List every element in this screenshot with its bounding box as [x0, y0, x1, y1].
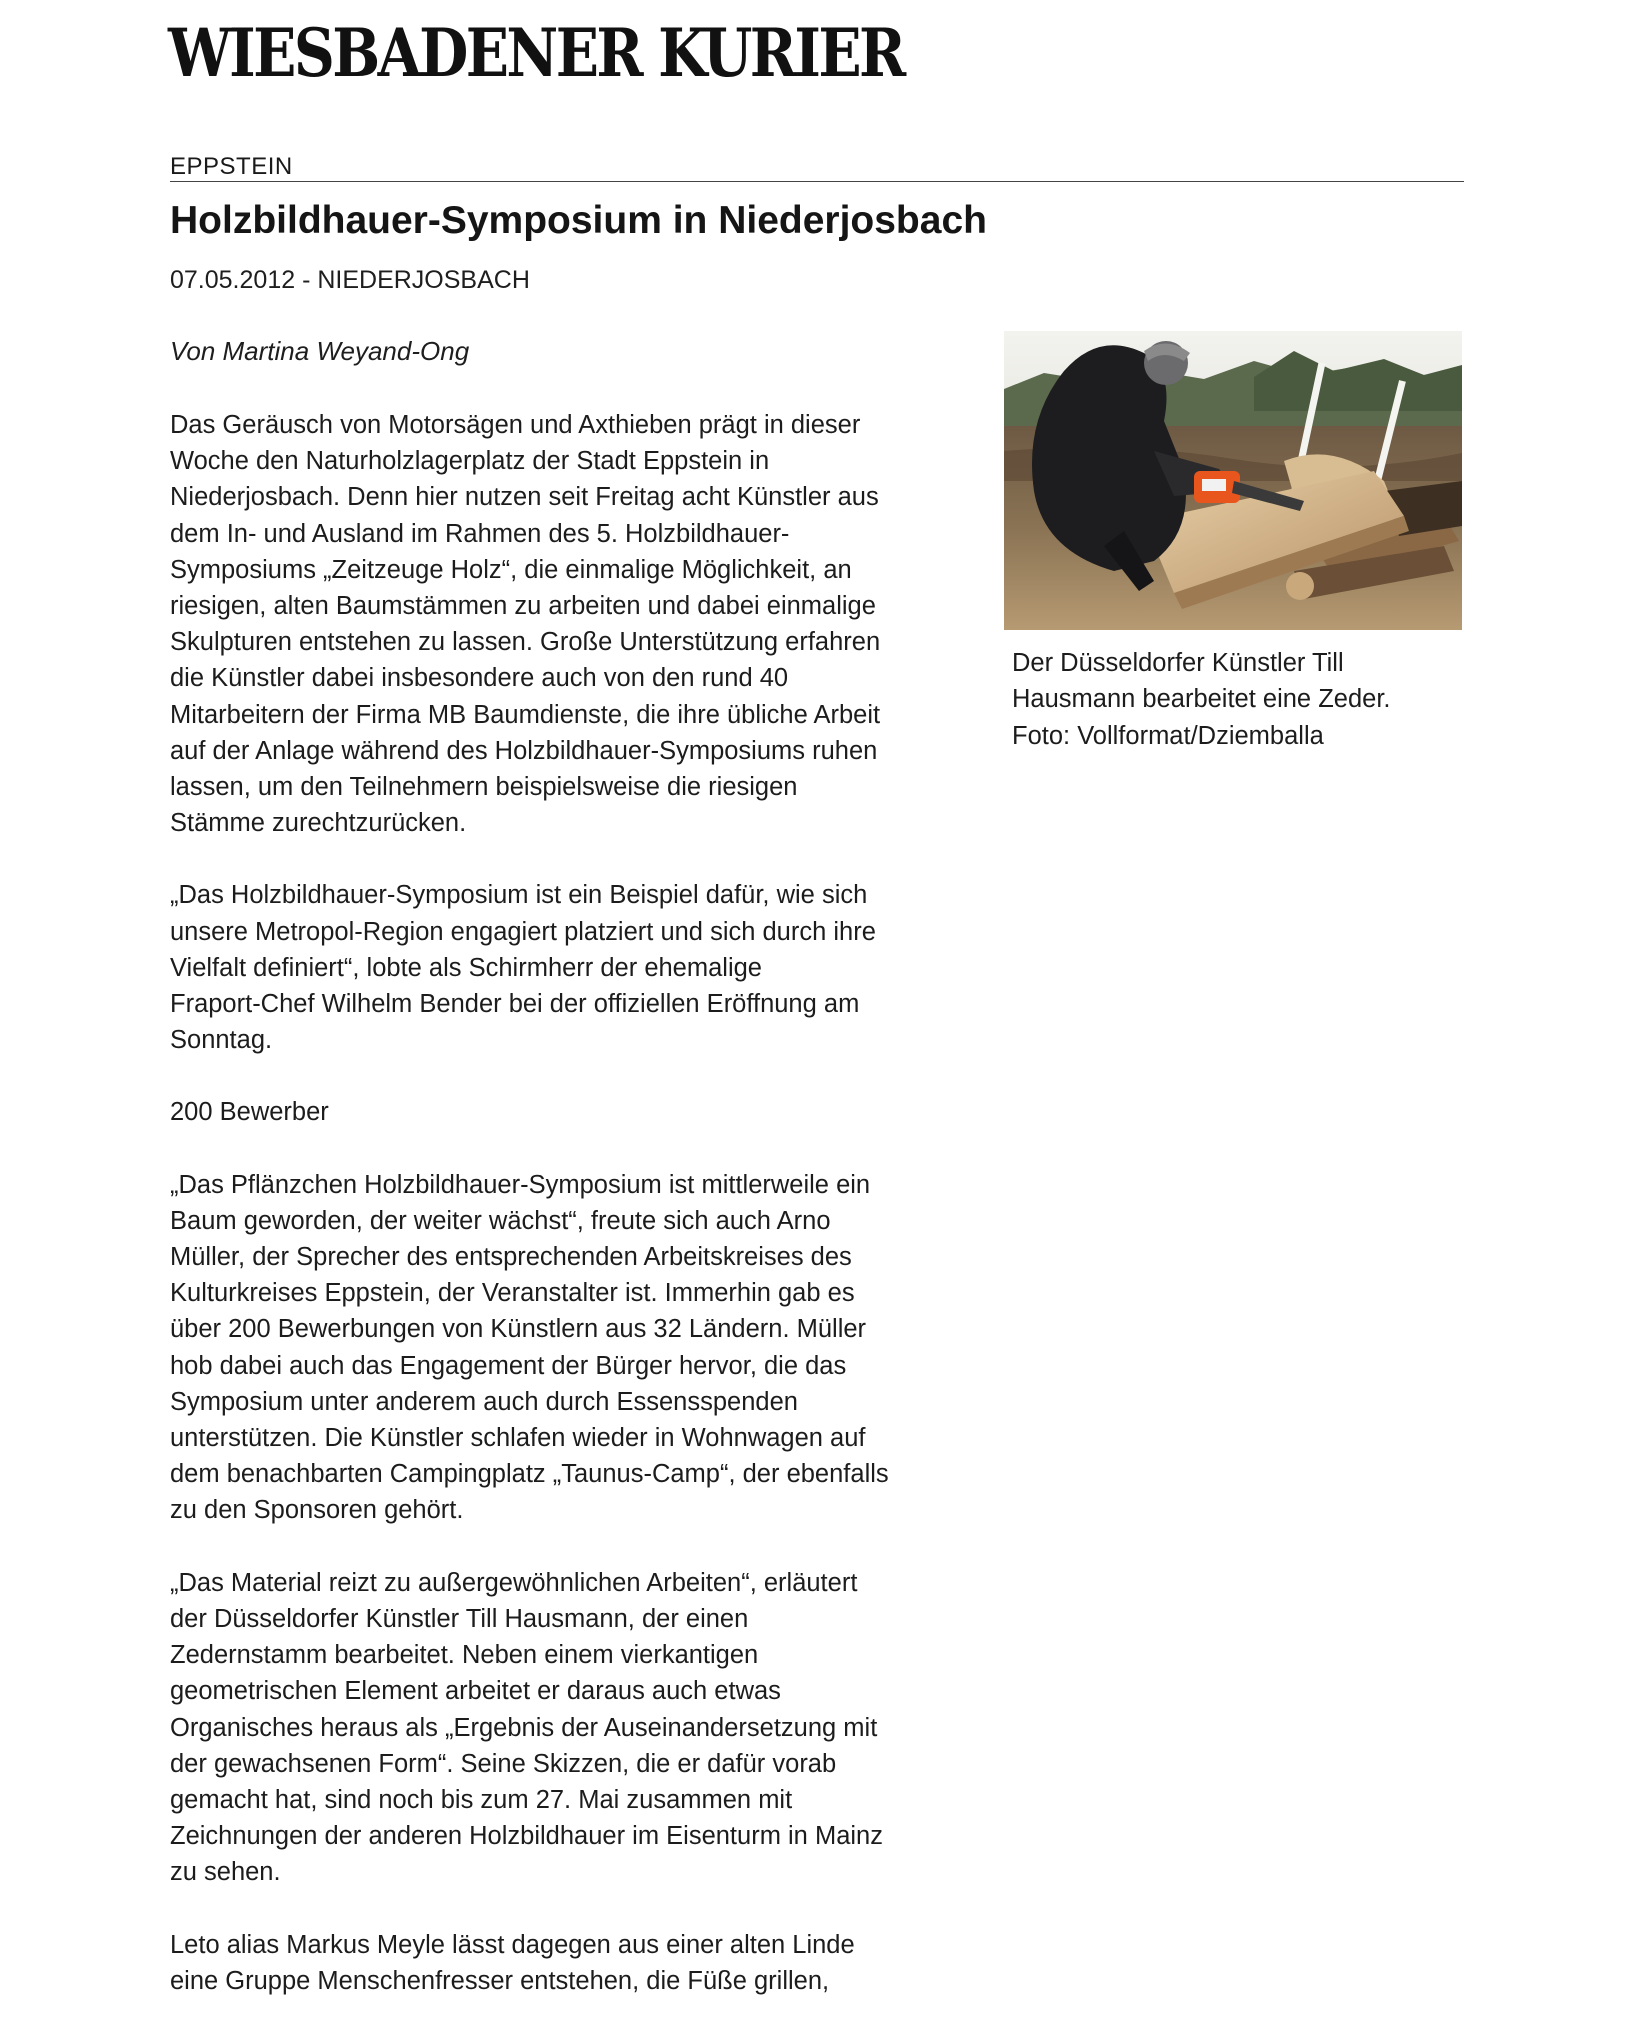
text-line: hob dabei auch das Engagement der Bürger hervor, die das — [170, 1351, 847, 1380]
text-line: der Düsseldorfer Künstler Till Hausmann, der einen — [170, 1604, 749, 1633]
text-line: eine Gruppe Menschenfresser entstehen, die Füße grillen, — [170, 1966, 830, 1995]
text-line: unsere Metropol-Region engagiert platziert und sich durch ihre — [170, 917, 876, 946]
text-line: Fraport-Chef Wilhelm Bender bei der offiziellen Eröffnung am — [170, 990, 860, 1019]
article-subheading: 200 Bewerber — [170, 1098, 329, 1127]
article-paragraph-3 — [170, 1167, 960, 1529]
section-divider — [170, 181, 1464, 182]
article-author: Von Martina Weyand-Ong — [170, 336, 470, 366]
text-line: Zedernstamm bearbeitet. Neben einem vierkantigen — [170, 1641, 759, 1670]
text-line: Müller, der Sprecher des entsprechenden Arbeitskreises des — [170, 1243, 852, 1272]
article-paragraph-2 — [170, 877, 960, 1058]
text-line: geometrischen Element arbeitet er daraus auch etwas — [170, 1677, 781, 1706]
text-line: Niederjosbach. Denn hier nutzen seit Freitag acht Künstler aus — [170, 483, 879, 512]
text-line: Symposium unter anderem auch durch Essensspenden — [170, 1387, 798, 1416]
text-line: auf der Anlage während des Holzbildhauer-Symposiums ruhen — [170, 736, 878, 765]
text-line: Mitarbeitern der Firma MB Baumdienste, die ihre übliche Arbeit — [170, 700, 881, 729]
text-line: Zeichnungen der anderen Holzbildhauer im Eisenturm in Mainz — [170, 1822, 883, 1851]
text-line: der gewachsenen Form“. Seine Skizzen, die er dafür vorab — [170, 1749, 837, 1778]
text-line: Kulturkreises Eppstein, der Veranstalter ist. Immerhin gab es — [170, 1279, 855, 1308]
caption-line: Hausmann bearbeitet eine Zeder. — [1012, 685, 1391, 714]
section-label: EPPSTEIN — [170, 153, 293, 180]
text-line: zu sehen. — [170, 1858, 281, 1887]
text-line: „Das Pflänzchen Holzbildhauer-Symposium ist mittlerweile ein — [170, 1170, 871, 1199]
text-line: riesigen, alten Baumstämmen zu arbeiten und dabei einmalige — [170, 592, 876, 621]
text-line: Sonntag. — [170, 1026, 273, 1055]
text-line: Stämme zurechtzurücken. — [170, 809, 467, 838]
text-line: Das Geräusch von Motorsägen und Axthieben prägt in dieser — [170, 411, 861, 439]
newspaper-masthead: WIESBADENER KURIER — [168, 14, 904, 92]
caption-line: Foto: Vollformat/Dziemballa — [1012, 721, 1324, 750]
photo-caption — [1012, 645, 1462, 754]
text-line: unterstützen. Die Künstler schlafen wieder in Wohnwagen auf — [170, 1424, 866, 1453]
text-line: dem benachbarten Campingplatz „Taunus-Camp“, der ebenfalls — [170, 1460, 889, 1489]
text-line: „Das Material reizt zu außergewöhnlichen Arbeiten“, erläutert — [170, 1568, 858, 1597]
article-body — [170, 407, 960, 2035]
text-line: Woche den Naturholzlagerplatz der Stadt Eppstein in — [170, 447, 770, 476]
article-dateline: 07.05.2012 - NIEDERJOSBACH — [170, 266, 530, 294]
text-line: „Das Holzbildhauer-Symposium ist ein Beispiel dafür, wie sich — [170, 881, 868, 910]
caption-line: Der Düsseldorfer Künstler Till — [1012, 649, 1344, 677]
text-line: lassen, um den Teilnehmern beispielsweise die riesigen — [170, 773, 798, 802]
text-line: die Künstler dabei insbesondere auch von den rund 40 — [170, 664, 789, 693]
article-headline: Holzbildhauer-Symposium in Niederjosbach — [170, 199, 987, 242]
text-line: Leto alias Markus Meyle lässt dagegen aus einer alten Linde — [170, 1930, 855, 1959]
text-line: Symposiums „Zeitzeuge Holz“, die einmalige Möglichkeit, an — [170, 555, 852, 584]
text-line: Vielfalt definiert“, lobte als Schirmherr der ehemalige — [170, 953, 762, 982]
text-line: Baum geworden, der weiter wächst“, freute sich auch Arno — [170, 1206, 831, 1235]
article-paragraph-5 — [170, 1927, 960, 1999]
article-paragraph-1 — [170, 407, 960, 841]
text-line: gemacht hat, sind noch bis zum 27. Mai zusammen mit — [170, 1785, 793, 1814]
text-line: dem In- und Ausland im Rahmen des 5. Holzbildhauer- — [170, 519, 790, 548]
text-line: zu den Sponsoren gehört. — [170, 1496, 464, 1525]
article-photo — [1004, 331, 1462, 630]
text-line: Skulpturen entstehen zu lassen. Große Unterstützung erfahren — [170, 628, 881, 657]
text-line: über 200 Bewerbungen von Künstlern aus 32 Ländern. Müller — [170, 1315, 867, 1344]
text-line: Organisches heraus als „Ergebnis der Auseinandersetzung mit — [170, 1713, 878, 1742]
article-paragraph-4 — [170, 1565, 960, 1891]
